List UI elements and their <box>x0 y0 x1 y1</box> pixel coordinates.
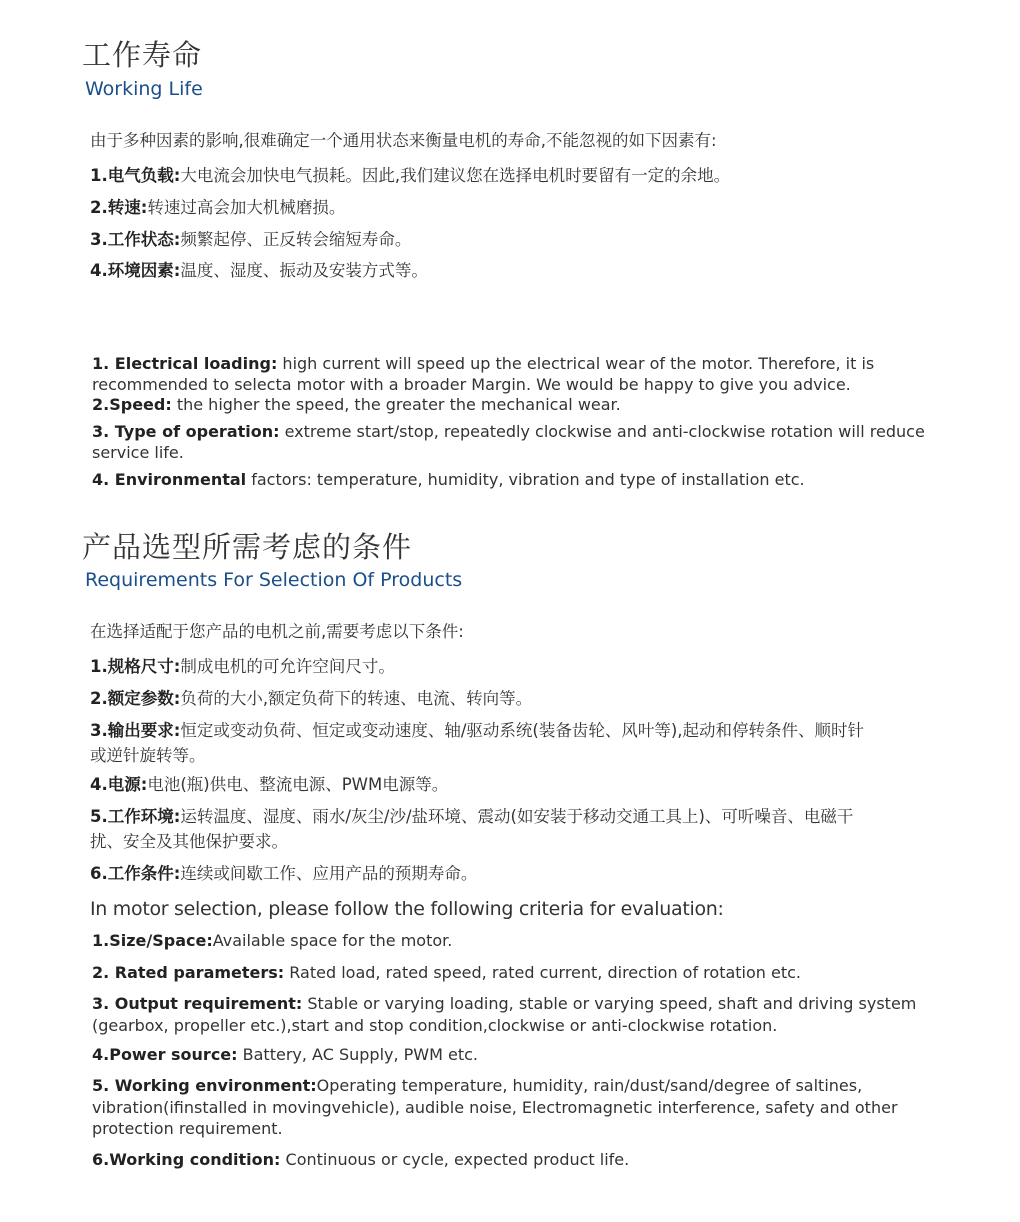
requirement-item: 2.额定参数:负荷的大小,额定负荷下的转速、电流、转向等。 <box>90 689 533 708</box>
requirement-item-cont: 或逆针旋转等。 <box>90 746 206 765</box>
factor-item-en-cont: recommended to selecta motor with a broader Margin. We would be happy to give you advice. <box>92 375 851 394</box>
section-title-en: Working Life <box>85 78 203 100</box>
section-title-cn: 工作寿命 <box>82 38 203 72</box>
requirement-item-en: 3. Output requirement: Stable or varying loading, stable or varying speed, shaft and driving system <box>92 994 917 1013</box>
requirement-item-en-cont: vibration(ifinstalled in movingvehicle), audible noise, Electromagnetic interference, safety and other <box>92 1098 898 1117</box>
factor-item: 3.工作状态:频繁起停、正反转会缩短寿命。 <box>90 230 412 249</box>
requirement-item-en: 1.Size/Space:Available space for the motor. <box>92 931 453 950</box>
intro-text: 由于多种因素的影响,很难确定一个通用状态来衡量电机的寿命,不能忽视的如下因素有: <box>90 131 717 150</box>
requirement-item-en: 4.Power source: Battery, AC Supply, PWM etc. <box>92 1045 479 1064</box>
section-title-en: Requirements For Selection Of Products <box>85 569 463 591</box>
factor-item-en: 3. Type of operation: extreme start/stop, repeatedly clockwise and anti-clockwise rotation will reduce <box>92 422 925 441</box>
requirement-item: 6.工作条件:连续或间歇工作、应用产品的预期寿命。 <box>90 864 478 883</box>
factor-item: 4.环境因素:温度、湿度、振动及安装方式等。 <box>90 261 428 280</box>
requirement-item: 5.工作环境:运转温度、湿度、雨水/灰尘/沙/盐环境、震动(如安装于移动交通工具上)、可听噪音、电磁干 <box>90 807 854 826</box>
requirement-item: 4.电源:电池(瓶)供电、整流电源、PWM电源等。 <box>90 775 449 794</box>
requirement-item: 1.规格尺寸:制成电机的可允许空间尺寸。 <box>90 657 395 676</box>
factor-item-en: 4. Environmental factors: temperature, humidity, vibration and type of installation etc. <box>92 470 805 489</box>
factor-item-en: 2.Speed: the higher the speed, the greater the mechanical wear. <box>92 395 621 414</box>
requirement-item-en: 2. Rated parameters: Rated load, rated speed, rated current, direction of rotation etc. <box>92 963 802 982</box>
intro-text: 在选择适配于您产品的电机之前,需要考虑以下条件: <box>90 622 464 641</box>
requirement-item-cont: 扰、安全及其他保护要求。 <box>90 832 288 851</box>
intro-text-en: In motor selection, please follow the following criteria for evaluation: <box>90 898 724 920</box>
requirement-item-en: 6.Working condition: Continuous or cycle, expected product life. <box>92 1150 630 1169</box>
requirement-item-en-cont: protection requirement. <box>92 1119 283 1138</box>
section-title-cn: 产品选型所需考虑的条件 <box>82 530 413 564</box>
factor-item: 2.转速:转速过高会加大机械磨损。 <box>90 198 346 217</box>
requirement-item-en-cont: (gearbox, propeller etc.),start and stop condition,clockwise or anti-clockwise rotation. <box>92 1016 778 1035</box>
requirement-item-en: 5. Working environment:Operating temperature, humidity, rain/dust/sand/degree of saltines, <box>92 1076 863 1095</box>
requirement-item: 3.输出要求:恒定或变动负荷、恒定或变动速度、轴/驱动系统(装备齿轮、风叶等),起动和停转条件、顺时针 <box>90 721 865 740</box>
factor-item: 1.电气负载:大电流会加快电气损耗。因此,我们建议您在选择电机时要留有一定的余地。 <box>90 166 731 185</box>
factor-item-en-cont: service life. <box>92 443 184 462</box>
factor-item-en: 1. Electrical loading: high current will speed up the electrical wear of the motor. Therefore, it is <box>92 354 875 373</box>
